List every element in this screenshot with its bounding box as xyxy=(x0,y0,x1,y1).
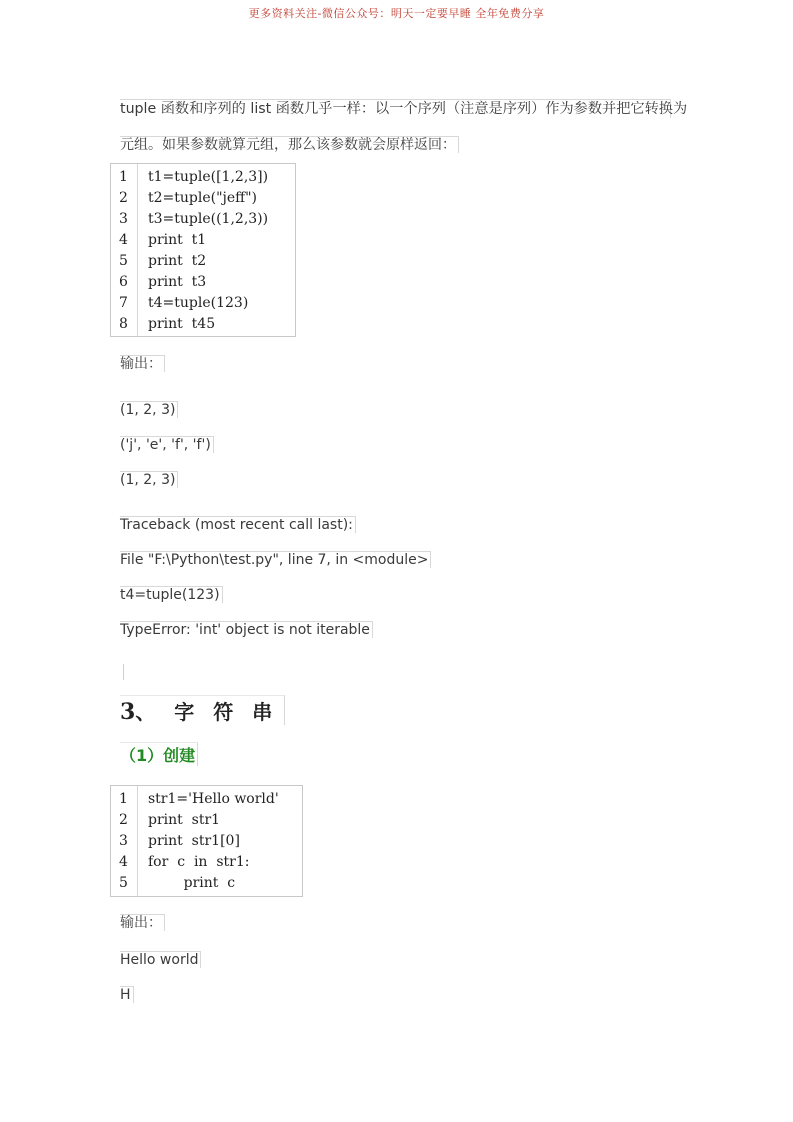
line-number-divider xyxy=(137,164,138,336)
output-line-text: File "F:\Python\test.py", line 7, in <module> xyxy=(120,551,431,568)
code-text: print str1 xyxy=(148,812,221,828)
output-line xyxy=(120,951,201,969)
code-text: print t3 xyxy=(148,274,207,290)
code-text: print str1[0] xyxy=(148,833,240,849)
code-text: str1='Hello world' xyxy=(148,791,279,807)
code-text: print c xyxy=(148,875,236,891)
output-line xyxy=(120,401,178,419)
line-number-divider xyxy=(137,786,138,896)
code-text: for c in str1: xyxy=(148,854,250,870)
code-block-2 xyxy=(110,785,303,897)
output-line-text: Hello world xyxy=(120,951,201,968)
output-label-2 xyxy=(120,914,165,932)
output-label-text: 输出： xyxy=(120,914,165,931)
output-line xyxy=(120,471,178,489)
intro-line-1: tuple 函数和序列的 list 函数几乎一样：以一个序列（注意是序列）作为参数并把它转换为 xyxy=(120,101,688,117)
section-title: 、 字 符 串 xyxy=(135,700,279,724)
output-line-text: ('j', 'e', 'f', 'f') xyxy=(120,436,214,453)
code-text: t2=tuple("jeff") xyxy=(148,190,258,206)
output-line-text: (1, 2, 3) xyxy=(120,471,178,488)
output-line-text: t4=tuple(123) xyxy=(120,586,223,603)
subsection-heading: （1）创建 xyxy=(120,742,198,766)
line-number: 3 xyxy=(119,833,128,849)
line-number: 3 xyxy=(119,211,128,227)
output-line-text: Traceback (most recent call last): xyxy=(120,516,356,533)
intro-line-2 xyxy=(120,136,459,154)
code-block-1 xyxy=(110,163,296,337)
line-number: 5 xyxy=(119,875,128,891)
section-heading-3 xyxy=(120,695,285,725)
output-line xyxy=(120,436,214,454)
output-line-text: TypeError: 'int' object is not iterable xyxy=(120,621,373,638)
output-line xyxy=(120,551,431,569)
code-text: print t45 xyxy=(148,316,216,332)
section-number: 3 xyxy=(120,699,136,725)
code-text: t1=tuple([1,2,3]) xyxy=(148,169,269,185)
output-line xyxy=(120,986,134,1004)
line-number: 4 xyxy=(119,854,128,870)
output-line xyxy=(120,516,356,534)
output-line-text: H xyxy=(120,986,134,1003)
line-number: 2 xyxy=(119,812,128,828)
line-number: 8 xyxy=(119,316,128,332)
header-banner: 更多资料关注-微信公众号：明天一定要早睡 全年免费分享 xyxy=(248,7,545,20)
output-label-text: 输出： xyxy=(120,355,165,372)
line-number: 2 xyxy=(119,190,128,206)
line-number: 6 xyxy=(119,274,128,290)
intro-line-2-text: 元组。如果参数就算元组，那么该参数就会原样返回： xyxy=(120,136,459,153)
code-text: t4=tuple(123) xyxy=(148,295,249,311)
line-number: 1 xyxy=(119,169,128,185)
output-line xyxy=(120,621,373,639)
code-text: print t1 xyxy=(148,232,207,248)
paragraph-mark xyxy=(123,664,124,680)
line-number: 4 xyxy=(119,232,128,248)
output-line xyxy=(120,586,223,604)
line-number: 1 xyxy=(119,791,128,807)
output-label-1 xyxy=(120,355,165,373)
line-number: 7 xyxy=(119,295,128,311)
code-text: t3=tuple((1,2,3)) xyxy=(148,211,269,227)
output-line-text: (1, 2, 3) xyxy=(120,401,178,418)
code-text: print t2 xyxy=(148,253,207,269)
line-number: 5 xyxy=(119,253,128,269)
